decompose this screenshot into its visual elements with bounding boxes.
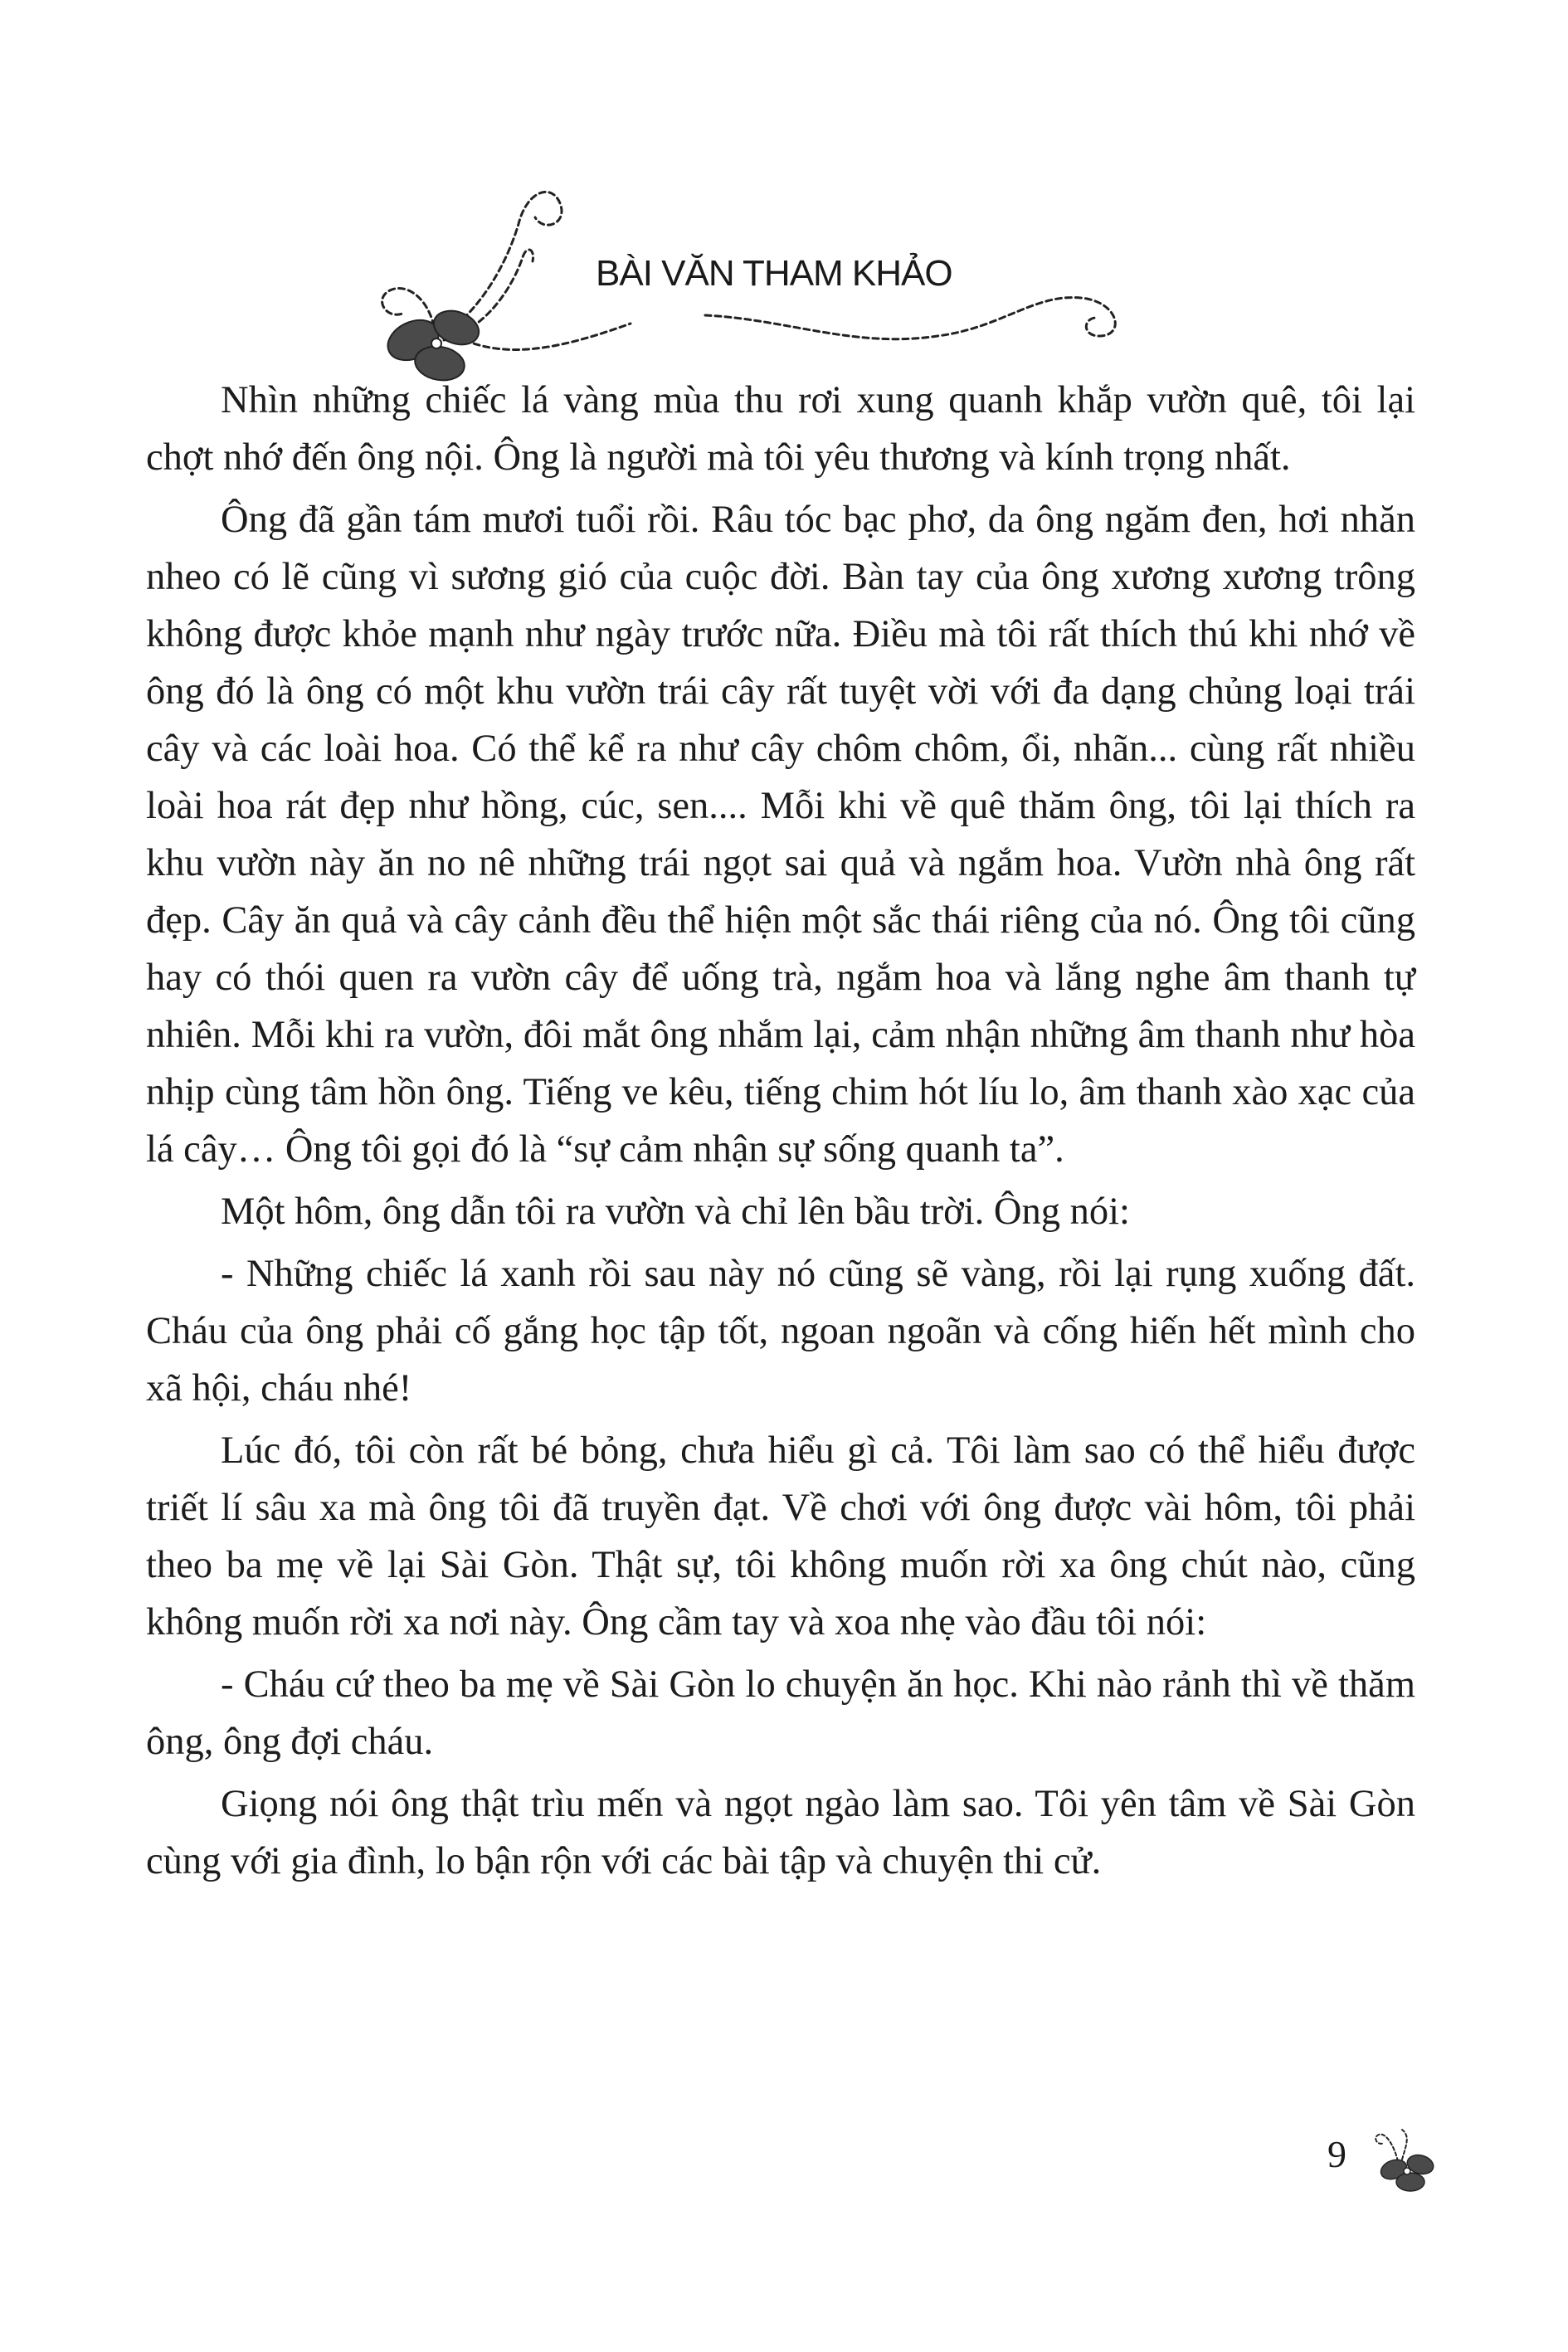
paragraph: Ông đã gần tám mươi tuổi rồi. Râu tóc bạc phơ, da ông ngăm đen, hơi nhăn nheo có lẽ cũng vì sương gió của cuộc đời. Bàn tay của ông xương xương trông không được khỏe mạnh như ngày trước nữa. Điều mà tôi rất thích thú khi nhớ về ông đó là ông có một khu vườn trái cây rất tuyệt vời với đa dạng chủng loại trái cây và các loài hoa. Có thể kể ra như cây chôm chôm, ổi, nhãn... cùng rất nhiều loài hoa rát đẹp như hồng, cúc, sen.... Mỗi khi về quê thăm ông, tôi lại thích ra khu vườn này ăn no nê những trái ngọt sai quả và ngắm hoa. Vườn nhà ông rất đẹp. Cây ăn quả và cây cảnh đều thể hiện một sắc thái riêng của nó. Ông tôi cũng hay có thói quen ra vườn cây để uống trà, ngắm hoa và lắng nghe âm thanh tự nhiên. Mỗi khi ra vườn, đôi mắt ông nhắm lại, cảm nhận những âm thanh như hòa nhịp cùng tâm hồn ông. Tiếng ve kêu, tiếng chim hót líu lo, âm thanh xào xạc của lá cây… Ông tôi gọi đó là “sự cảm nhận sự sống quanh ta”. [146,499,1415,1171]
page-number: 9 [1327,2133,1346,2175]
article-body [146,372,1415,1895]
paragraph: - Những chiếc lá xanh rồi sau này nó cũng sẽ vàng, rồi lại rụng xuống đất. Cháu của ông phải cố gắng học tập tốt, ngoan ngoãn và cống hiến hết mình cho xã hội, cháu nhé! [146,1253,1415,1410]
small-flower-icon [1369,2111,1460,2194]
section-title: BÀI VĂN THAM KHẢO [596,253,952,294]
paragraph: - Cháu cứ theo ba mẹ về Sài Gòn lo chuyện ăn học. Khi nào rảnh thì về thăm ông, ông đợi cháu. [146,1663,1415,1763]
paragraph: Giọng nói ông thật trìu mến và ngọt ngào làm sao. Tôi yên tâm về Sài Gòn cùng với gia đình, lo bận rộn với các bài tập và chuyện thi cử. [146,1783,1415,1882]
paragraph: Lúc đó, tôi còn rất bé bỏng, chưa hiểu gì cả. Tôi làm sao có thể hiểu được triết lí sâu xa mà ông tôi đã truyền đạt. Về chơi với ông được vài hôm, tôi phải theo ba mẹ về lại Sài Gòn. Thật sự, tôi không muốn rời xa ông chút nào, cũng không muốn rời xa nơi này. Ông cầm tay và xoa nhẹ vào đầu tôi nói: [146,1429,1415,1643]
paragraph: Nhìn những chiếc lá vàng mùa thu rơi xung quanh khắp vườn quê, tôi lại chợt nhớ đến ông nội. Ông là người mà tôi yêu thương và kính trọng nhất. [146,379,1415,479]
paragraph: Một hôm, ông dẫn tôi ra vườn và chỉ lên bầu trời. Ông nói: [221,1191,1130,1233]
